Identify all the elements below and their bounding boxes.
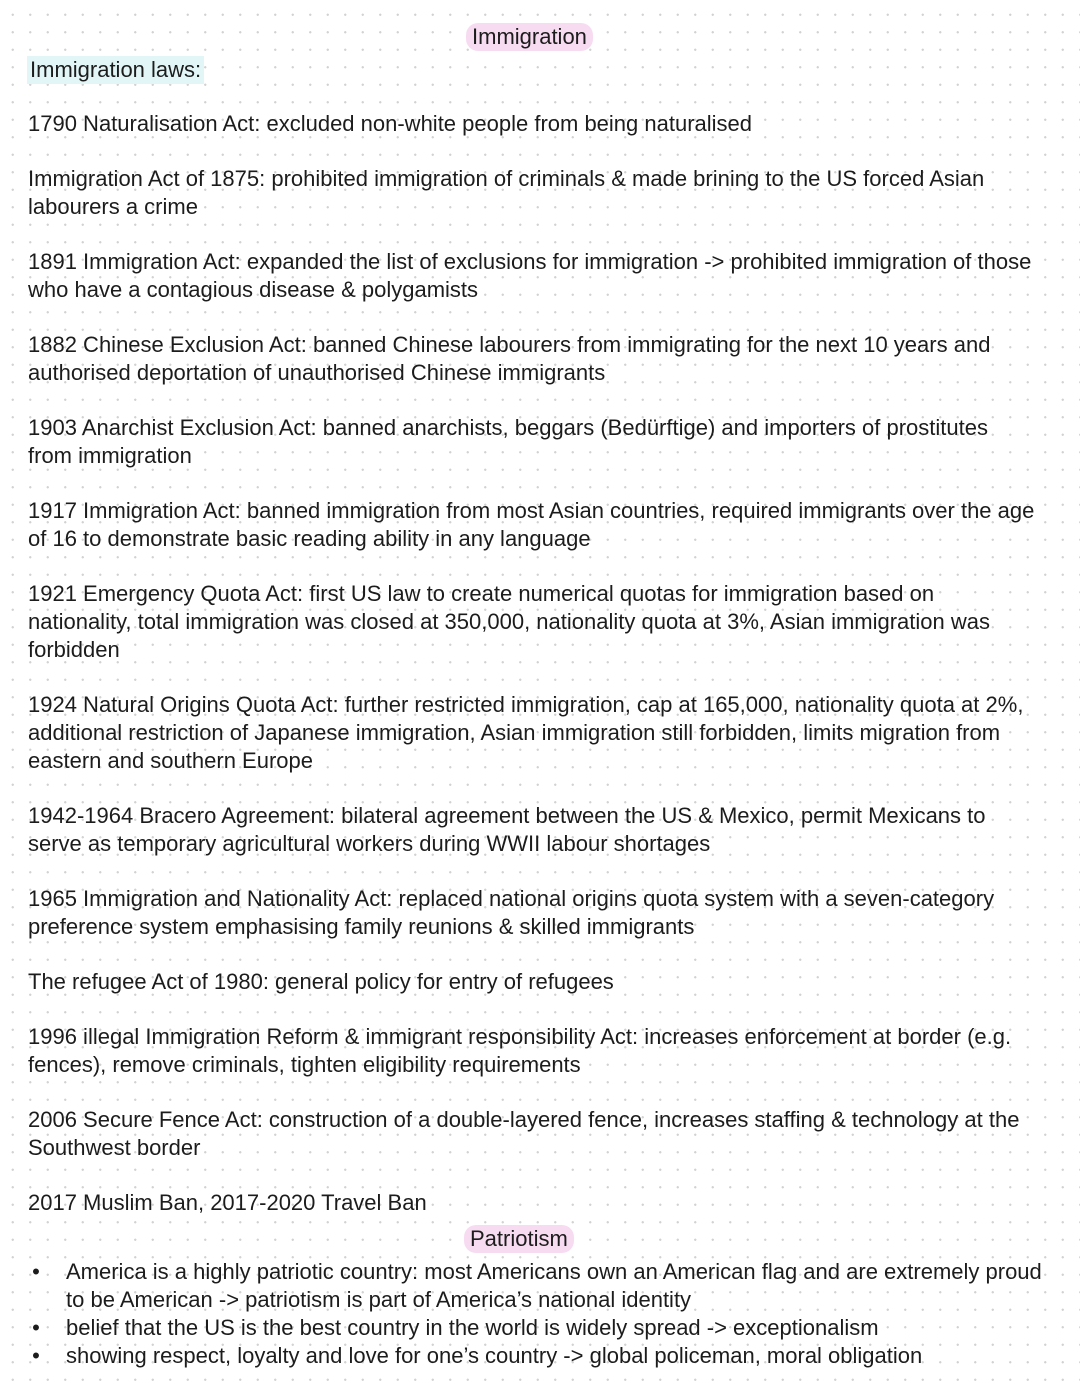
law-entry: 2006 Secure Fence Act: construction of a double-layered fence, increases staffing & technology at the Southwest border (28, 1107, 1020, 1160)
law-entry: 1965 Immigration and Nationality Act: replaced national origins quota system with a seven-category preference system emphasising family reunions & skilled immigrants (28, 886, 995, 939)
list-item-text: belief that the US is the best country in the world is widely spread -> exceptionalism (66, 1315, 879, 1340)
list-item (28, 1314, 1058, 1342)
law-entry: Immigration Act of 1875: prohibited immigration of criminals & made brining to the US forced Asian labourers a crime (28, 166, 985, 219)
bullet-icon: • (32, 1259, 40, 1284)
section-label-immigration-laws: Immigration laws: (27, 56, 204, 84)
law-entry: 1903 Anarchist Exclusion Act: banned anarchists, beggars (Bedürftige) and importers of prostitutes from immigration (28, 415, 988, 468)
list-item-text: showing respect, loyalty and love for one’s country -> global policeman, moral obligation (66, 1343, 923, 1368)
list-item-text: America is a highly patriotic country: most Americans own an American flag and are extremely proud to be American -> patriotism is part of America’s national identity (66, 1259, 1042, 1312)
law-entry: 1924 Natural Origins Quota Act: further restricted immigration, cap at 165,000, nationality quota at 2%, additional restriction of Japanese immigration, Asian immigration still forbidden, limits migration from eastern and southern Europe (28, 692, 1024, 773)
page-title: Immigration (466, 23, 593, 51)
list-item (28, 1342, 1058, 1370)
law-entry: 1790 Naturalisation Act: excluded non-white people from being naturalised (28, 111, 753, 136)
bullet-icon: • (32, 1343, 40, 1368)
law-entry: 1942-1964 Bracero Agreement: bilateral agreement between the US & Mexico, permit Mexicans to serve as temporary agricultural workers during WWII labour shortages (28, 803, 986, 856)
law-entry: The refugee Act of 1980: general policy for entry of refugees (28, 969, 614, 994)
law-entry: 1996 illegal Immigration Reform & immigrant responsibility Act: increases enforcement at border (e.g. fences), remove criminals, tighten eligibility requirements (28, 1024, 1012, 1077)
patriotism-list (28, 1258, 1058, 1370)
section-title-patriotism: Patriotism (464, 1225, 574, 1253)
immigration-laws-list (28, 110, 1038, 1244)
list-item (28, 1258, 1058, 1314)
law-entry: 1921 Emergency Quota Act: first US law to create numerical quotas for immigration based on nationality, total immigration was closed at 350,000, nationality quota at 3%, Asian immigration was forbidden (28, 581, 990, 662)
law-entry: 2017 Muslim Ban, 2017-2020 Travel Ban (28, 1190, 427, 1215)
law-entry: 1891 Immigration Act: expanded the list of exclusions for immigration -> prohibited immigration of those who have a contagious disease & polygamists (28, 249, 1032, 302)
bullet-icon: • (32, 1315, 40, 1340)
law-entry: 1917 Immigration Act: banned immigration from most Asian countries, required immigrants over the age of 16 to demonstrate basic reading ability in any language (28, 498, 1035, 551)
law-entry: 1882 Chinese Exclusion Act: banned Chinese labourers from immigrating for the next 10 years and authorised deportation of unauthorised Chinese immigrants (28, 332, 991, 385)
